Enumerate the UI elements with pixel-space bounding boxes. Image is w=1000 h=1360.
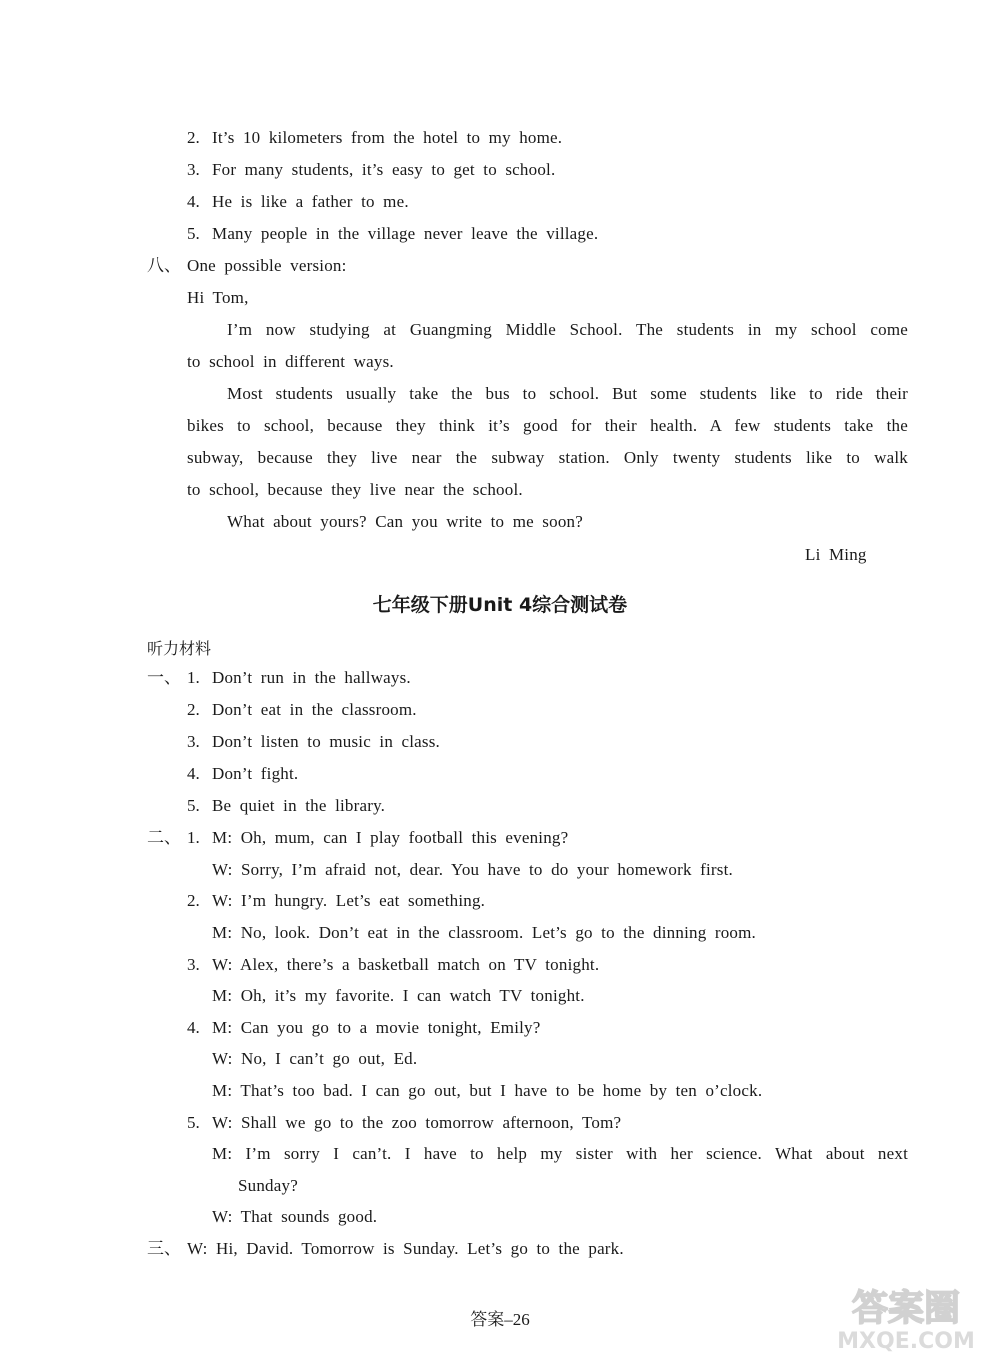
dialogue-line: Sunday?: [238, 1176, 298, 1195]
watermark-logo: [826, 1282, 986, 1354]
item-number: 3.: [187, 732, 200, 751]
listening-line: Don’t listen to music in class.: [212, 732, 440, 751]
item-number: 4.: [187, 1018, 200, 1037]
listening-line: Don’t fight.: [212, 764, 299, 783]
item-number: 2.: [187, 128, 200, 147]
item-number: 2.: [187, 891, 200, 910]
letter-line: Most students usually take the bus to school. But some students like to ride their: [227, 384, 908, 403]
item-number: 3.: [187, 160, 200, 179]
answer-line: He is like a father to me.: [212, 192, 409, 211]
letter-signature: Li Ming: [805, 545, 867, 564]
section-heading: One possible version:: [187, 256, 347, 275]
letter-greeting: Hi Tom,: [187, 288, 249, 307]
answer-line: It’s 10 kilometers from the hotel to my home.: [212, 128, 563, 147]
letter-line: subway, because they live near the subway station. Only twenty students like to walk: [187, 448, 908, 467]
watermark-top-text: 答案圈: [851, 1288, 961, 1329]
listening-label: 听力材料: [147, 639, 212, 658]
section-marker: 八、: [147, 256, 181, 275]
answer-line: For many students, it’s easy to get to school.: [212, 160, 556, 179]
dialogue-line: W: Shall we go to the zoo tomorrow afternoon, Tom?: [212, 1113, 622, 1132]
item-number: 3.: [187, 955, 200, 974]
item-number: 2.: [187, 700, 200, 719]
dialogue-line: W: Hi, David. Tomorrow is Sunday. Let’s go to the park.: [187, 1239, 624, 1258]
item-number: 4.: [187, 192, 200, 211]
answer-line: Many people in the village never leave the village.: [212, 224, 599, 243]
letter-line: to school, because they live near the school.: [187, 480, 523, 499]
listening-line: Don’t eat in the classroom.: [212, 700, 417, 719]
section-marker: 三、: [147, 1239, 181, 1258]
page-number: 答案–26: [470, 1310, 530, 1329]
letter-line: bikes to school, because they think it’s good for their health. A few students take the: [187, 416, 908, 435]
listening-line: Be quiet in the library.: [212, 796, 386, 815]
dialogue-line: M: Oh, it’s my favorite. I can watch TV tonight.: [212, 986, 585, 1005]
item-number: 5.: [187, 796, 200, 815]
dialogue-line: W: No, I can’t go out, Ed.: [212, 1049, 418, 1068]
dialogue-line: M: Can you go to a movie tonight, Emily?: [212, 1018, 541, 1037]
watermark-bottom-text: MXQE.COM: [837, 1329, 975, 1354]
section-marker: 一、: [147, 668, 181, 687]
letter-line: What about yours? Can you write to me soon?: [227, 512, 583, 531]
letter-line: to school in different ways.: [187, 352, 394, 371]
dialogue-line: W: Sorry, I’m afraid not, dear. You have to do your homework first.: [212, 860, 733, 879]
dialogue-line: W: That sounds good.: [212, 1207, 378, 1226]
section-marker: 二、: [147, 828, 181, 847]
unit-title: 七年级下册Unit 4综合测试卷: [372, 594, 628, 616]
letter-line: I’m now studying at Guangming Middle School. The students in my school come: [227, 320, 908, 339]
item-number: 1.: [187, 668, 200, 687]
item-number: 4.: [187, 764, 200, 783]
item-number: 5.: [187, 1113, 200, 1132]
dialogue-line: M: I’m sorry I can’t. I have to help my sister with her science. What about next: [212, 1144, 908, 1163]
dialogue-line: M: Oh, mum, can I play football this evening?: [212, 828, 569, 847]
dialogue-line: W: I’m hungry. Let’s eat something.: [212, 891, 486, 910]
dialogue-line: W: Alex, there’s a basketball match on TV tonight.: [212, 955, 600, 974]
item-number: 5.: [187, 224, 200, 243]
dialogue-line: M: That’s too bad. I can go out, but I have to be home by ten o’clock.: [212, 1081, 763, 1100]
item-number: 1.: [187, 828, 200, 847]
dialogue-line: M: No, look. Don’t eat in the classroom. Let’s go to the dinning room.: [212, 923, 756, 942]
listening-line: Don’t run in the hallways.: [212, 668, 411, 687]
